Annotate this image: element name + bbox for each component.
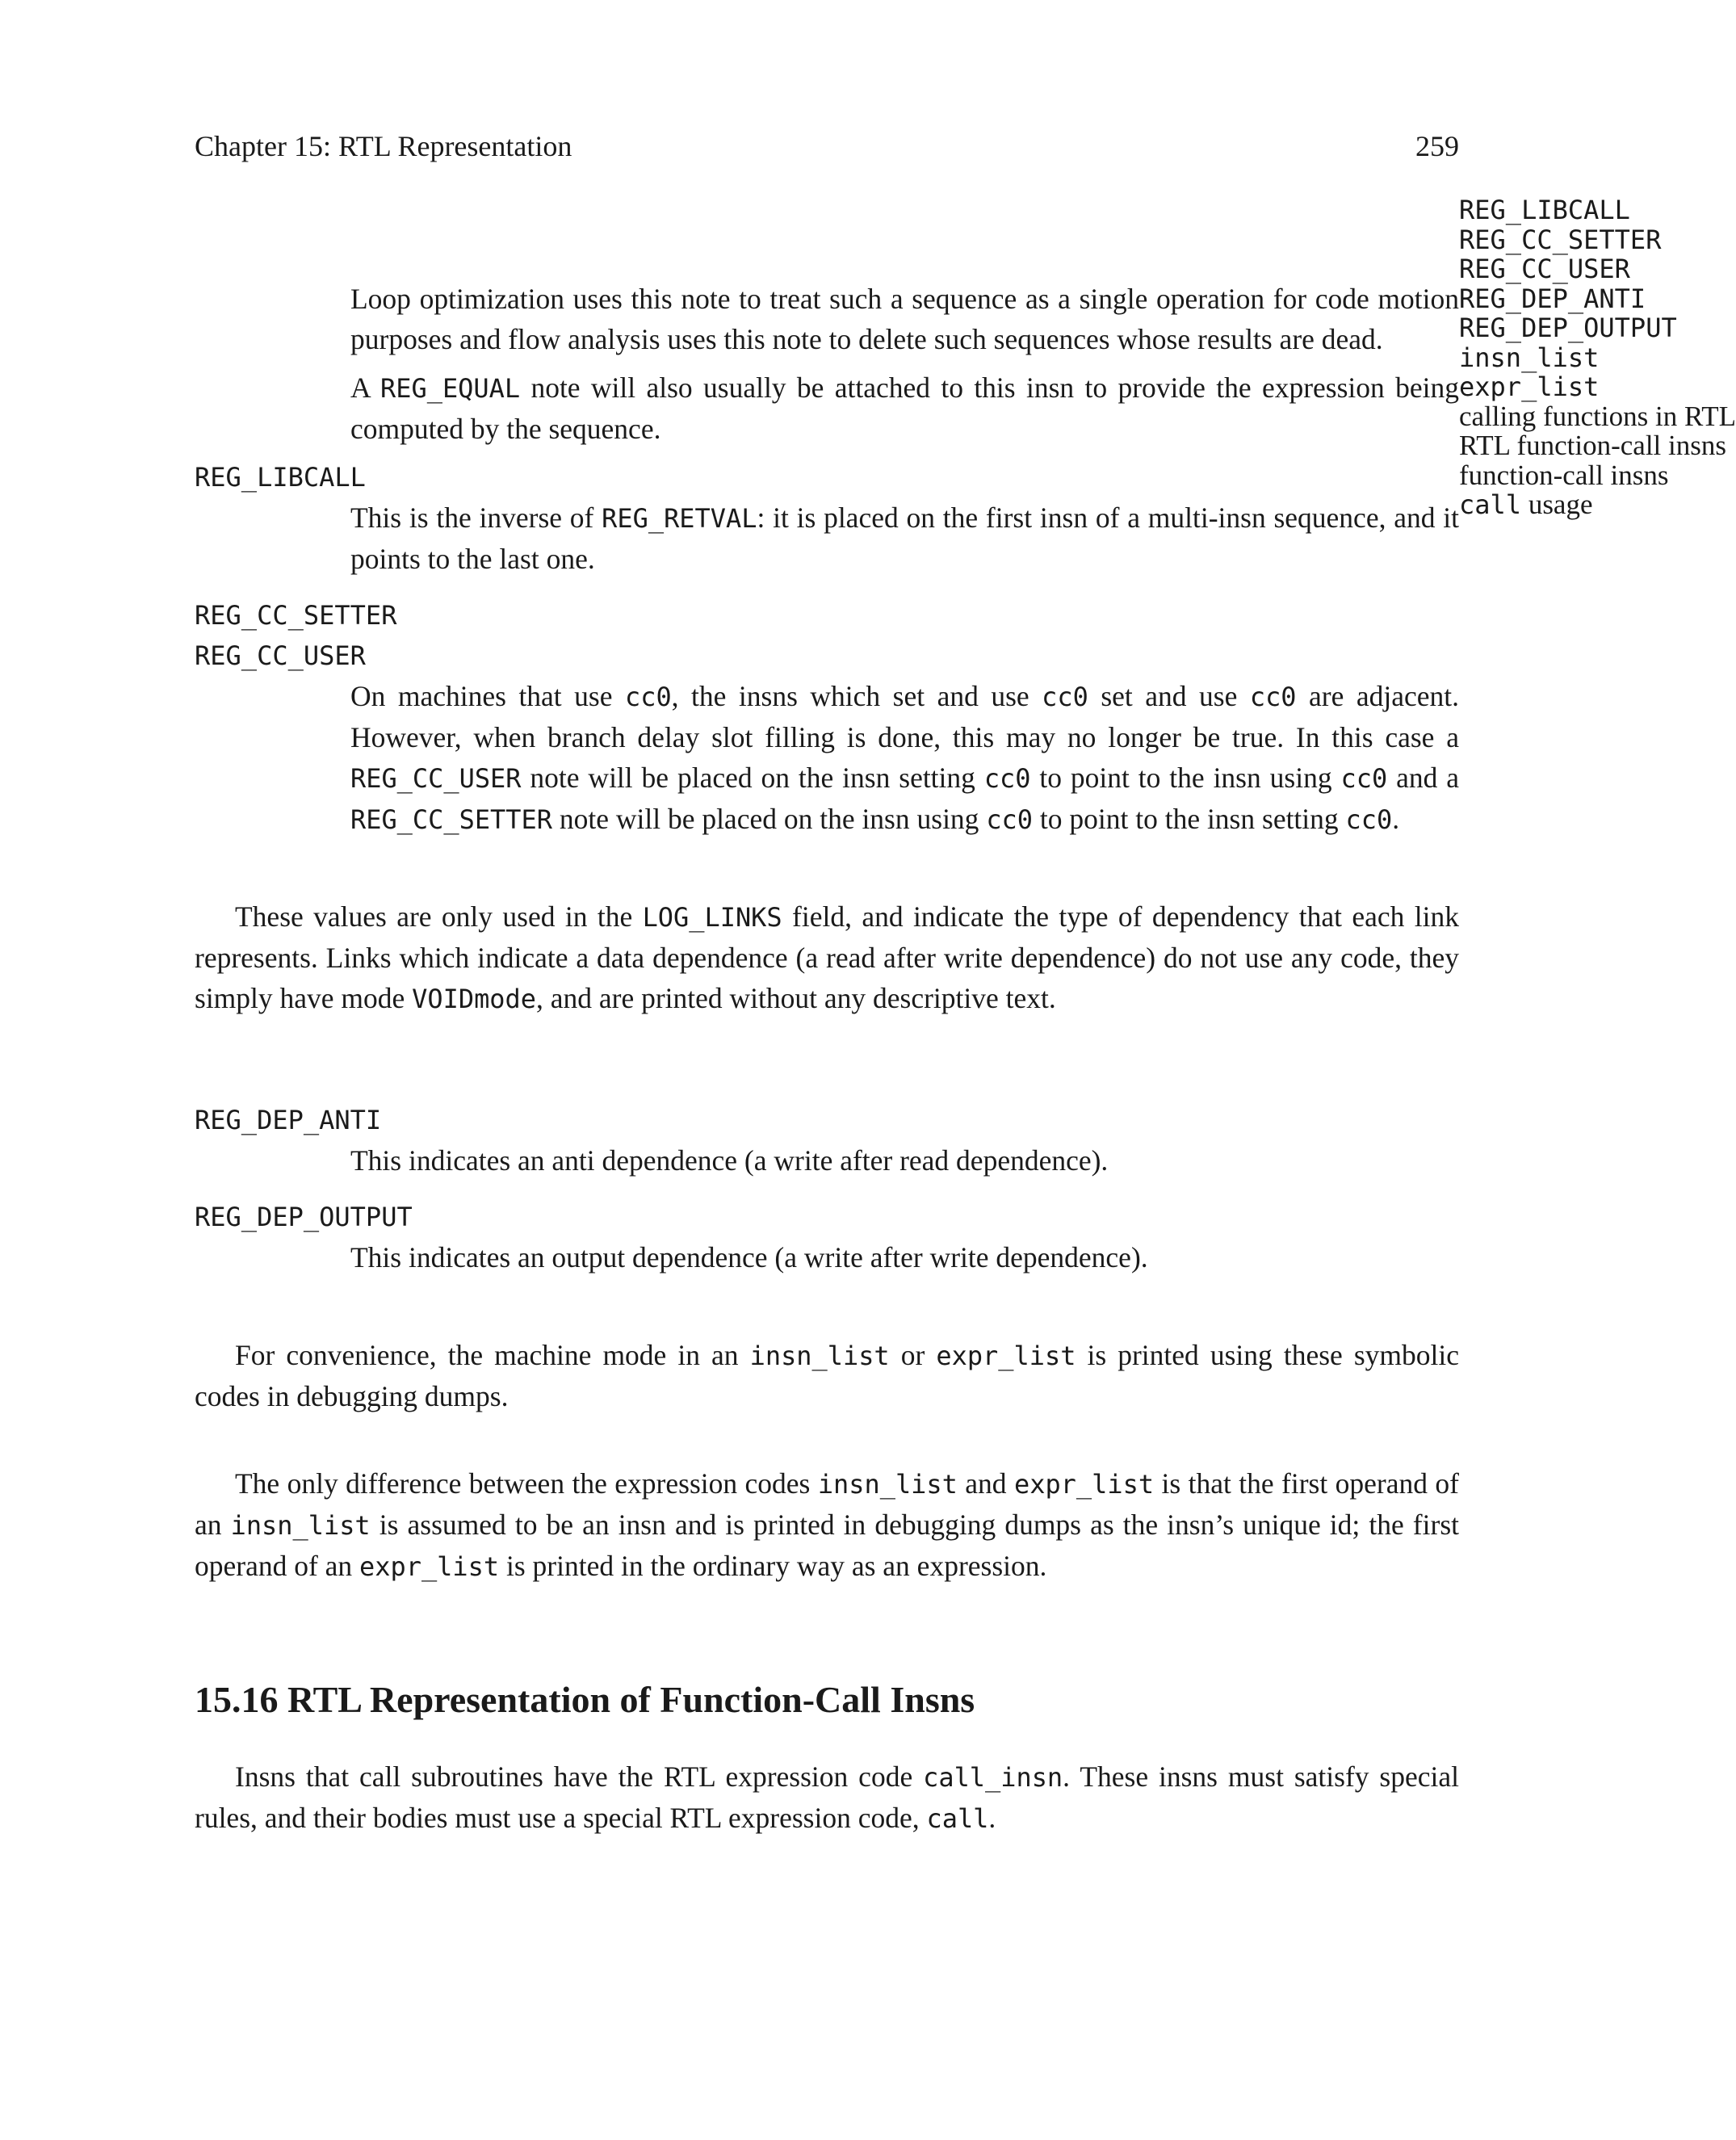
code-run: cc0 bbox=[624, 682, 672, 712]
paragraph-log-links bbox=[195, 896, 1459, 1019]
text-run: A bbox=[350, 371, 381, 404]
definition-reg-dep-output bbox=[350, 1237, 1459, 1278]
paragraph-call-insn bbox=[195, 1756, 1459, 1839]
code-run: cc0 bbox=[1249, 682, 1297, 712]
index-entry: expr_list bbox=[1459, 371, 1600, 402]
text-run: . bbox=[988, 1802, 996, 1834]
term-reg-cc-setter: REG_CC_SETTER bbox=[195, 600, 397, 631]
paragraph-difference bbox=[195, 1463, 1459, 1587]
text-run: . bbox=[1392, 803, 1400, 835]
term-reg-cc-user: REG_CC_USER bbox=[195, 640, 366, 671]
code-run: call bbox=[926, 1803, 989, 1834]
text-run: : it is placed on the first insn of a multi-insn sequence, and it points to the last one. bbox=[350, 501, 1459, 575]
code-run: insn_list bbox=[749, 1341, 890, 1371]
text-run: The only difference between the expression codes bbox=[235, 1467, 818, 1500]
definition-reg-libcall bbox=[350, 497, 1459, 579]
code-run: expr_list bbox=[936, 1341, 1076, 1371]
text-run: , and are printed without any descriptive text. bbox=[536, 982, 1056, 1014]
code-run: cc0 bbox=[983, 763, 1031, 794]
code-run: REG_RETVAL bbox=[602, 503, 757, 534]
code-run: REG_CC_SETTER bbox=[350, 804, 552, 835]
text-run: and a bbox=[1387, 762, 1459, 794]
code-run: cc0 bbox=[1345, 804, 1393, 835]
paragraph: This indicates an output dependence (a write after write dependence). bbox=[350, 1241, 1148, 1274]
text-run: note will be placed on the insn using bbox=[551, 803, 987, 835]
code-run: expr_list bbox=[1014, 1469, 1155, 1500]
margin-index bbox=[1459, 195, 1736, 520]
paragraph: Loop optimization uses this note to treat such a sequence as a single operation for code motion purposes and flow analysis uses this note to delete such sequences whose results are dead. bbox=[350, 283, 1459, 355]
paragraph: This indicates an anti dependence (a write after read dependence). bbox=[350, 1144, 1109, 1177]
term-reg-libcall: REG_LIBCALL bbox=[195, 462, 366, 493]
text-run: to point to the insn using bbox=[1030, 762, 1341, 794]
paragraph bbox=[350, 367, 1459, 449]
text-run: are adjacent. However, when branch delay slot filling is done, this may no longer be true. In this case a bbox=[350, 680, 1459, 753]
text-run: is assumed to be an insn and is printed in debugging dumps as the insn’s unique id; the first operand of an bbox=[195, 1508, 1459, 1582]
index-entry: REG_CC_SETTER bbox=[1459, 224, 1662, 255]
text-run: is printed using these symbolic codes in debugging dumps. bbox=[195, 1339, 1459, 1412]
definition-reg-dep-anti bbox=[350, 1140, 1459, 1181]
index-entry: calling functions in RTL bbox=[1459, 400, 1736, 432]
index-entry-code: call bbox=[1459, 489, 1522, 520]
text-run: note will be placed on the insn setting bbox=[521, 762, 984, 794]
document-body bbox=[195, 279, 1459, 1839]
code-run: cc0 bbox=[1042, 682, 1088, 712]
code-run: REG_CC_USER bbox=[350, 763, 522, 794]
term-reg-dep-anti: REG_DEP_ANTI bbox=[195, 1105, 382, 1135]
text-run: , the insns which set and use bbox=[671, 680, 1042, 712]
text-run: On machines that use bbox=[350, 680, 625, 712]
paragraph-convenience bbox=[195, 1335, 1459, 1416]
code-run: call_insn bbox=[923, 1762, 1063, 1793]
chapter-title: Chapter 15: RTL Representation bbox=[195, 130, 572, 162]
text-run: to point to the insn setting bbox=[1033, 803, 1346, 835]
page-number: 259 bbox=[1415, 130, 1459, 162]
index-entry: REG_CC_USER bbox=[1459, 254, 1630, 284]
libcall-continuation bbox=[350, 279, 1459, 449]
text-run: This is the inverse of bbox=[350, 501, 602, 534]
text-run: Insns that call subroutines have the RTL expression code bbox=[235, 1760, 924, 1793]
code-run: cc0 bbox=[1340, 763, 1388, 794]
index-entry: RTL function-call insns bbox=[1459, 430, 1726, 461]
index-entry-text: usage bbox=[1521, 489, 1593, 520]
text-run: or bbox=[889, 1339, 937, 1371]
code-run: insn_list bbox=[817, 1469, 958, 1500]
text-run: and bbox=[957, 1467, 1014, 1500]
paragraph bbox=[350, 497, 1459, 579]
index-entry: REG_LIBCALL bbox=[1459, 195, 1630, 225]
definition-reg-cc bbox=[350, 676, 1459, 840]
text-run: note will also usually be attached to this insn to provide the expression being computed by the sequence. bbox=[350, 371, 1459, 445]
code-run: VOIDmode bbox=[412, 984, 536, 1014]
text-run: is that the first operand of an bbox=[195, 1467, 1459, 1541]
code-run: cc0 bbox=[986, 804, 1033, 835]
index-entry: insn_list bbox=[1459, 342, 1600, 373]
code-run: REG_EQUAL bbox=[380, 373, 521, 404]
paragraph bbox=[350, 676, 1459, 840]
code-run: expr_list bbox=[359, 1551, 500, 1582]
text-run: For convenience, the machine mode in an bbox=[235, 1339, 750, 1371]
code-run: insn_list bbox=[230, 1510, 371, 1541]
text-run: field, and indicate the type of dependency that each link represents. Links which indicate a data dependence (a read after write dependence) do not use any code, they simply have mode bbox=[195, 900, 1459, 1014]
text-run: is printed in the ordinary way as an expression. bbox=[499, 1550, 1047, 1582]
text-run: . These insns must satisfy special rules, and their bodies must use a special RTL expression code, bbox=[195, 1760, 1459, 1834]
text-run: These values are only used in the bbox=[235, 900, 643, 933]
text-run: set and use bbox=[1088, 680, 1250, 712]
index-entry: REG_DEP_OUTPUT bbox=[1459, 313, 1677, 343]
section-heading: 15.16 RTL Representation of Function-Call Insns bbox=[195, 1679, 975, 1720]
index-entry: function-call insns bbox=[1459, 459, 1669, 491]
index-entry: REG_DEP_ANTI bbox=[1459, 283, 1646, 314]
code-run: LOG_LINKS bbox=[642, 902, 782, 933]
term-reg-dep-output: REG_DEP_OUTPUT bbox=[195, 1202, 413, 1232]
index-entry bbox=[1459, 490, 1654, 520]
